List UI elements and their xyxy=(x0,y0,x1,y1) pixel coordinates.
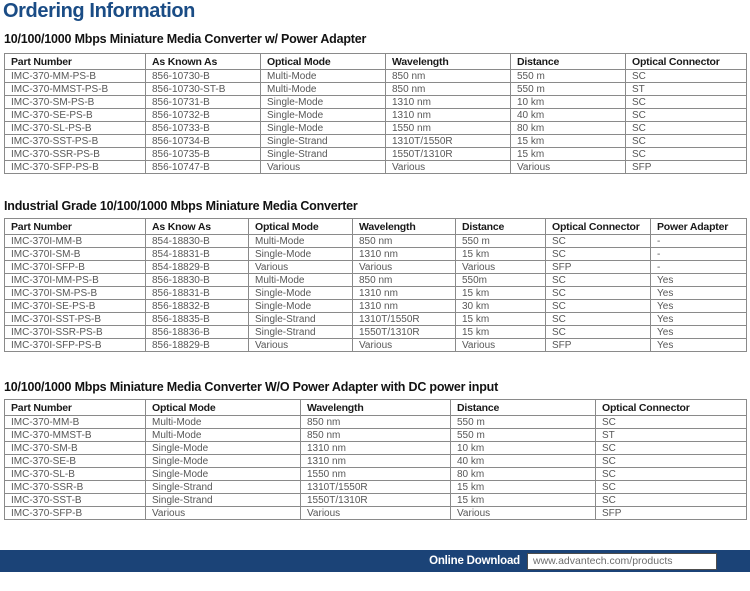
ordering-table xyxy=(4,218,747,352)
table-cell: Single-Strand xyxy=(146,494,301,507)
download-url-box[interactable] xyxy=(527,553,717,570)
table-cell: SC xyxy=(546,326,651,339)
table-row xyxy=(5,507,747,520)
table-cell: SC xyxy=(626,70,747,83)
column-header: Optical Connector xyxy=(596,400,747,416)
table-cell: IMC-370-MMST-PS-B xyxy=(5,83,146,96)
table-cell: - xyxy=(651,248,747,261)
table-cell: Multi-Mode xyxy=(249,274,353,287)
table-cell: SC xyxy=(596,442,747,455)
table-cell: 1310 nm xyxy=(301,442,451,455)
table-cell: IMC-370-SE-PS-B xyxy=(5,109,146,122)
table-cell: 550 m xyxy=(451,429,596,442)
table-cell: IMC-370I-SM-B xyxy=(5,248,146,261)
table-cell: SC xyxy=(546,300,651,313)
table-cell: SFP xyxy=(626,161,747,174)
table-cell: IMC-370-SM-B xyxy=(5,442,146,455)
table-row xyxy=(5,429,747,442)
table-cell: 15 km xyxy=(511,148,626,161)
ordering-table xyxy=(4,53,747,174)
table-row xyxy=(5,468,747,481)
table-cell: 550 m xyxy=(511,83,626,96)
column-header: Part Number xyxy=(5,400,146,416)
table-cell: Various xyxy=(249,261,353,274)
table-row xyxy=(5,455,747,468)
table-cell: Various xyxy=(451,507,596,520)
table-row xyxy=(5,481,747,494)
table-cell: Multi-Mode xyxy=(261,83,386,96)
header-row xyxy=(5,219,747,235)
table-cell: SC xyxy=(596,494,747,507)
table-cell: 856-10730-B xyxy=(146,70,261,83)
header-row xyxy=(5,400,747,416)
table-cell: SC xyxy=(546,248,651,261)
table-cell: 856-10747-B xyxy=(146,161,261,174)
column-header: Part Number xyxy=(5,219,146,235)
table-cell: 1310 nm xyxy=(353,300,456,313)
table-cell: Various xyxy=(261,161,386,174)
table-cell: 1310 nm xyxy=(301,455,451,468)
column-header: Optical Mode xyxy=(249,219,353,235)
table-row xyxy=(5,148,747,161)
table-cell: 856-18830-B xyxy=(146,274,249,287)
table-cell: IMC-370I-SFP-PS-B xyxy=(5,339,146,352)
table-cell: SFP xyxy=(546,261,651,274)
table-cell: Various xyxy=(456,261,546,274)
table-cell: 856-18829-B xyxy=(146,339,249,352)
table-cell: SC xyxy=(546,313,651,326)
table-cell: 856-18832-B xyxy=(146,300,249,313)
table-cell: Various xyxy=(386,161,511,174)
table-cell: SC xyxy=(546,274,651,287)
column-header: Distance xyxy=(511,54,626,70)
table-cell: Single-Mode xyxy=(249,287,353,300)
download-url[interactable]: www.advantech.com/products xyxy=(533,555,673,567)
table-cell: Yes xyxy=(651,300,747,313)
table-cell: IMC-370-SE-B xyxy=(5,455,146,468)
table-row xyxy=(5,494,747,507)
column-header: As Know As xyxy=(146,219,249,235)
table-cell: IMC-370-MMST-B xyxy=(5,429,146,442)
table-row xyxy=(5,70,747,83)
table-cell: 10 km xyxy=(511,96,626,109)
table-cell: IMC-370I-SST-PS-B xyxy=(5,313,146,326)
table-row xyxy=(5,248,747,261)
column-header: Distance xyxy=(456,219,546,235)
table-cell: Single-Mode xyxy=(261,122,386,135)
table-cell: ST xyxy=(596,429,747,442)
table-row xyxy=(5,274,747,287)
table-cell: Single-Mode xyxy=(261,96,386,109)
page-title: Ordering Information xyxy=(3,0,196,22)
table-cell: Multi-Mode xyxy=(146,416,301,429)
ordering-table-power-adapter xyxy=(4,53,747,174)
table-row xyxy=(5,83,747,96)
table-cell: IMC-370I-MM-B xyxy=(5,235,146,248)
table-cell: 1310T/1550R xyxy=(353,313,456,326)
table-row xyxy=(5,326,747,339)
table-cell: 856-10730-ST-B xyxy=(146,83,261,96)
column-header: Wavelength xyxy=(386,54,511,70)
table-row xyxy=(5,109,747,122)
online-download-bar xyxy=(0,550,750,572)
table-cell: Yes xyxy=(651,287,747,300)
table-cell: Various xyxy=(249,339,353,352)
table-cell: Various xyxy=(301,507,451,520)
ordering-table xyxy=(4,399,747,520)
table-cell: SC xyxy=(626,96,747,109)
table-cell: SC xyxy=(626,109,747,122)
table-cell: 854-18831-B xyxy=(146,248,249,261)
table-cell: 1310 nm xyxy=(353,287,456,300)
table-cell: 850 nm xyxy=(386,83,511,96)
ordering-table-dc-power-input xyxy=(4,399,747,520)
table-cell: IMC-370-SSR-B xyxy=(5,481,146,494)
table-cell: 854-18830-B xyxy=(146,235,249,248)
table-cell: 40 km xyxy=(511,109,626,122)
table-cell: 850 nm xyxy=(386,70,511,83)
table-cell: SC xyxy=(596,481,747,494)
table-cell: Various xyxy=(353,339,456,352)
table-cell: Single-Mode xyxy=(249,248,353,261)
table-cell: 856-10733-B xyxy=(146,122,261,135)
table-cell: 550m xyxy=(456,274,546,287)
table-cell: 850 nm xyxy=(301,429,451,442)
table-cell: 1310 nm xyxy=(386,109,511,122)
table-cell: IMC-370-SST-B xyxy=(5,494,146,507)
table-cell: Single-Strand xyxy=(249,326,353,339)
column-header: Optical Connector xyxy=(626,54,747,70)
table-cell: Single-Mode xyxy=(146,468,301,481)
table-cell: 550 m xyxy=(511,70,626,83)
table-cell: - xyxy=(651,261,747,274)
column-header: Optical Connector xyxy=(546,219,651,235)
table-cell: 1310T/1550R xyxy=(301,481,451,494)
table-cell: Multi-Mode xyxy=(146,429,301,442)
table-cell: Single-Mode xyxy=(249,300,353,313)
table-cell: SC xyxy=(546,235,651,248)
table-cell: IMC-370-SM-PS-B xyxy=(5,96,146,109)
table-cell: 550 m xyxy=(451,416,596,429)
table-cell: 550 m xyxy=(456,235,546,248)
table-cell: 856-18836-B xyxy=(146,326,249,339)
table-cell: Various xyxy=(456,339,546,352)
table-cell: IMC-370-SFP-B xyxy=(5,507,146,520)
table-cell: 1550T/1310R xyxy=(386,148,511,161)
table-cell: SC xyxy=(546,287,651,300)
table-cell: IMC-370-SL-B xyxy=(5,468,146,481)
table-cell: 856-10732-B xyxy=(146,109,261,122)
table-cell: IMC-370-SSR-PS-B xyxy=(5,148,146,161)
table-row xyxy=(5,287,747,300)
table-cell: 856-10735-B xyxy=(146,148,261,161)
table-cell: Various xyxy=(511,161,626,174)
table-cell: Multi-Mode xyxy=(249,235,353,248)
table-cell: Yes xyxy=(651,339,747,352)
column-header: Wavelength xyxy=(353,219,456,235)
column-header: Distance xyxy=(451,400,596,416)
table-cell: Single-Strand xyxy=(261,148,386,161)
table-cell: Single-Mode xyxy=(146,455,301,468)
table-cell: Single-Mode xyxy=(261,109,386,122)
table-cell: SFP xyxy=(596,507,747,520)
table-cell: SC xyxy=(596,455,747,468)
table-cell: SC xyxy=(596,468,747,481)
table-cell: Various xyxy=(146,507,301,520)
table-cell: IMC-370-MM-PS-B xyxy=(5,70,146,83)
table-cell: 1550T/1310R xyxy=(301,494,451,507)
table-row xyxy=(5,261,747,274)
table-cell: 850 nm xyxy=(353,235,456,248)
table-cell: 1310T/1550R xyxy=(386,135,511,148)
table-cell: IMC-370I-SSR-PS-B xyxy=(5,326,146,339)
table-cell: IMC-370I-MM-PS-B xyxy=(5,274,146,287)
table-cell: 15 km xyxy=(511,135,626,148)
table-cell: 10 km xyxy=(451,442,596,455)
table-cell: SC xyxy=(596,416,747,429)
table-cell: 1310 nm xyxy=(353,248,456,261)
column-header: Part Number xyxy=(5,54,146,70)
table-cell: Single-Strand xyxy=(249,313,353,326)
table-cell: Single-Strand xyxy=(261,135,386,148)
table-cell: IMC-370-SFP-PS-B xyxy=(5,161,146,174)
table-cell: 15 km xyxy=(456,248,546,261)
table-cell: 1550 nm xyxy=(386,122,511,135)
table-cell: - xyxy=(651,235,747,248)
online-download-label: Online Download xyxy=(429,555,520,567)
table-cell: IMC-370I-SFP-B xyxy=(5,261,146,274)
table-cell: 856-18835-B xyxy=(146,313,249,326)
table-cell: 30 km xyxy=(456,300,546,313)
table-cell: 856-18831-B xyxy=(146,287,249,300)
table-cell: ST xyxy=(626,83,747,96)
table-cell: 850 nm xyxy=(301,416,451,429)
table-cell: SC xyxy=(626,122,747,135)
table-row xyxy=(5,313,747,326)
table-cell: 15 km xyxy=(451,494,596,507)
table-cell: 40 km xyxy=(451,455,596,468)
ordering-table-industrial-grade xyxy=(4,218,747,352)
table-cell: Single-Mode xyxy=(146,442,301,455)
table-row xyxy=(5,235,747,248)
table-cell: Various xyxy=(353,261,456,274)
table-row xyxy=(5,300,747,313)
table-cell: 15 km xyxy=(456,326,546,339)
table-cell: 15 km xyxy=(451,481,596,494)
table-cell: Yes xyxy=(651,313,747,326)
table-row xyxy=(5,416,747,429)
table-cell: SFP xyxy=(546,339,651,352)
table-cell: 854-18829-B xyxy=(146,261,249,274)
table-cell: 856-10734-B xyxy=(146,135,261,148)
table-row xyxy=(5,122,747,135)
table-cell: 850 nm xyxy=(353,274,456,287)
table-cell: 1550 nm xyxy=(301,468,451,481)
table-row xyxy=(5,135,747,148)
table-cell: SC xyxy=(626,148,747,161)
table-cell: 1550T/1310R xyxy=(353,326,456,339)
section-heading-dc-power-input: 10/100/1000 Mbps Miniature Media Converter W/O Power Adapter with DC power input xyxy=(4,380,499,394)
table-cell: Multi-Mode xyxy=(261,70,386,83)
table-row xyxy=(5,442,747,455)
header-row xyxy=(5,54,747,70)
table-cell: 80 km xyxy=(451,468,596,481)
table-cell: SC xyxy=(626,135,747,148)
table-cell: 1310 nm xyxy=(386,96,511,109)
table-cell: 15 km xyxy=(456,313,546,326)
table-cell: IMC-370-SST-PS-B xyxy=(5,135,146,148)
column-header: Wavelength xyxy=(301,400,451,416)
table-cell: Yes xyxy=(651,326,747,339)
table-cell: 15 km xyxy=(456,287,546,300)
column-header: Power Adapter xyxy=(651,219,747,235)
table-cell: Yes xyxy=(651,274,747,287)
table-row xyxy=(5,96,747,109)
table-row xyxy=(5,161,747,174)
column-header: Optical Mode xyxy=(261,54,386,70)
table-cell: 80 km xyxy=(511,122,626,135)
column-header: As Known As xyxy=(146,54,261,70)
section-heading-industrial-grade: Industrial Grade 10/100/1000 Mbps Miniature Media Converter xyxy=(4,199,358,213)
table-cell: 856-10731-B xyxy=(146,96,261,109)
table-cell: IMC-370-MM-B xyxy=(5,416,146,429)
table-cell: IMC-370I-SM-PS-B xyxy=(5,287,146,300)
column-header: Optical Mode xyxy=(146,400,301,416)
table-cell: IMC-370-SL-PS-B xyxy=(5,122,146,135)
section-heading-power-adapter: 10/100/1000 Mbps Miniature Media Converter w/ Power Adapter xyxy=(4,32,367,46)
table-cell: IMC-370I-SE-PS-B xyxy=(5,300,146,313)
table-cell: Single-Strand xyxy=(146,481,301,494)
table-row xyxy=(5,339,747,352)
